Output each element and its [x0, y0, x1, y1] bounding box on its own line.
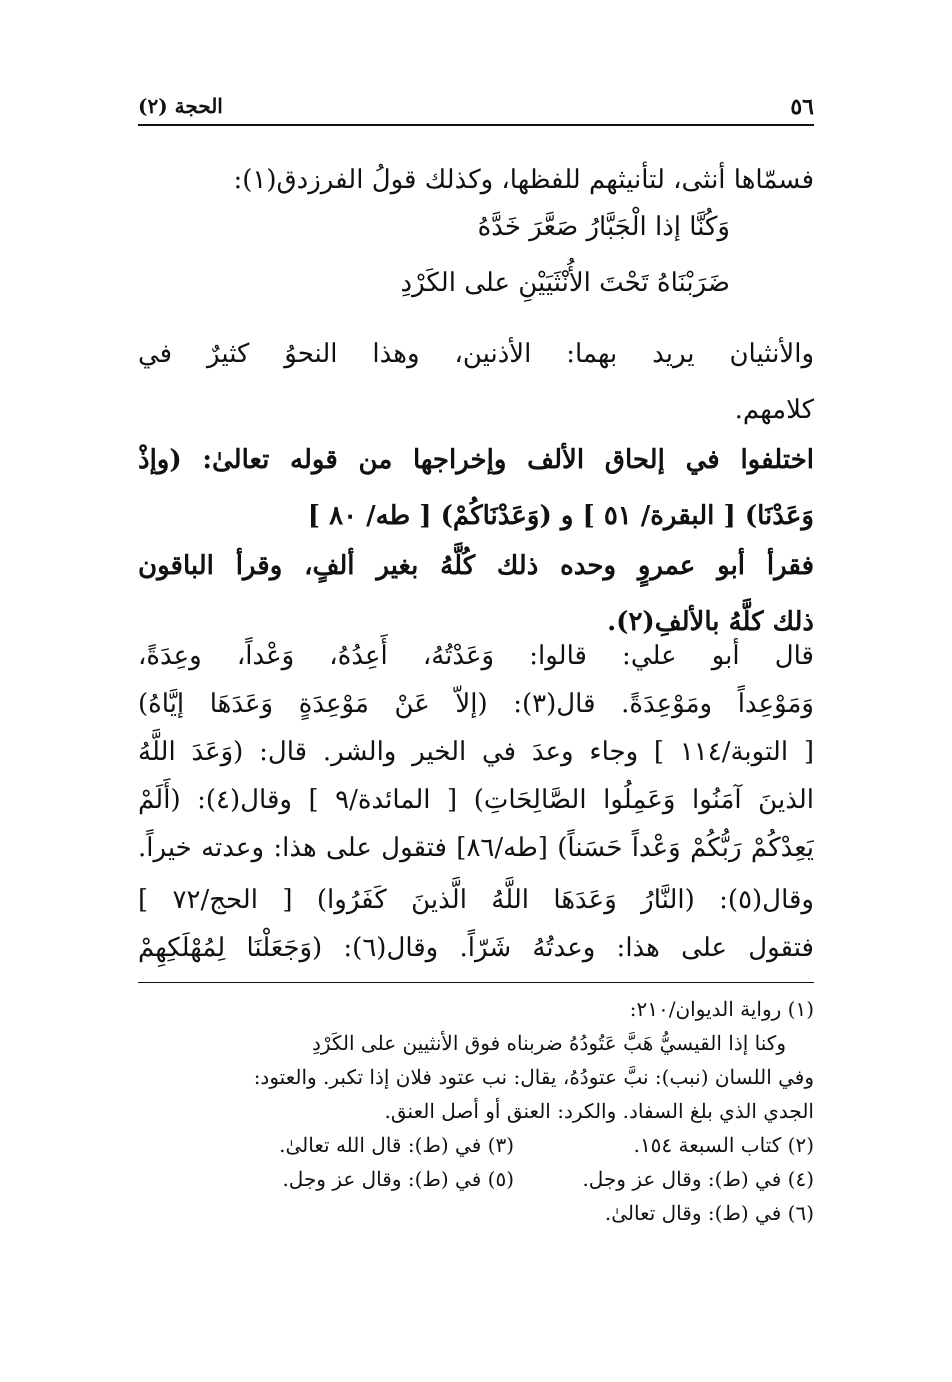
text-line: [ التوبة/١١٤ ] وجاء وعدَ في الخير والشر. قال: (وَعَدَ اللَّهُ	[138, 737, 814, 767]
text-line: وقال(٥): (النَّارُ وَعَدَهَا اللَّهُ الَّذينَ كَفَرُوا) [ الحج/٧٢ ]	[138, 885, 814, 915]
heading-line: وَعَدْنَا) [ البقرة/ ٥١ ] و (وَعَدْنَاكُمْ) [ طه/ ٨٠ ]	[307, 501, 814, 531]
paragraph-2	[138, 326, 814, 438]
footnote-1-verse: وكنا إذا القيسيُّ هَبَّ عَتُودُهُ ضربناه فوق الأنثيين على الكَرْدِ	[311, 1031, 786, 1055]
text-line: وَمَوْعِداً ومَوْعِدَةً. قال(٣): (إلاّ عَنْ مَوْعِدَةٍ وَعَدَهَا إيَّاهُ)	[138, 689, 814, 719]
text-line: فقرأ أبو عمروٍ وحده ذلك كُلَّهُ بغير ألفٍ، وقرأ الباقون	[138, 551, 814, 581]
text-line: الذينَ آمَنُوا وَعَمِلُوا الصَّالِحَاتِ) [ المائدة/٩ ] وقال(٤): (أَلَمْ	[138, 785, 814, 815]
text-line: فتقول على هذا: وعدتُهُ شَرّاً. وقال(٦): (وَجَعَلْنَا لِمُهْلَكِهِمْ	[138, 933, 814, 963]
footnote-row	[138, 1128, 814, 1162]
verse-first-hemistich: وَكُنَّا إذا الْجَبَّارُ صَعَّرَ خَدَّهُ	[477, 212, 730, 242]
paragraph-1	[138, 152, 814, 208]
footnotes	[138, 992, 814, 1230]
running-title: الحجة (٢)	[138, 94, 223, 118]
footnote-row	[138, 1162, 814, 1196]
footnote-6: (٦) في (ط): وقال تعالىٰ.	[604, 1201, 814, 1225]
footnote-1-text: وفي اللسان (نبب): نبَّ عتودُهُ، يقال: نب عتود فلان إذا تكبر. والعتود:	[253, 1065, 814, 1089]
footnote-2: (٢) كتاب السبعة ١٥٤.	[633, 1133, 814, 1157]
text-line: ذلك كلَّهُ بالألفِ(٢).	[607, 607, 814, 637]
footnote-1-title: (١) رواية الديوان/٢١٠:	[629, 997, 814, 1021]
footnote-4: (٤) في (ط): وقال عز وجل.	[582, 1167, 814, 1191]
text-line: قال أبو علي: قالوا: وَعَدْتُهُ، أَعِدُهُ، وَعْداً، وعِدَةً،	[138, 641, 814, 671]
heading-line: اختلفوا في إلحاق الألف وإخراجها من قوله تعالىٰ: (وإذْ	[138, 445, 814, 475]
text-line: والأنثيان يريد بهما: الأذنين، وهذا النحوُ كثيرٌ في	[138, 339, 814, 369]
text-line: يَعِدْكُمْ رَبُّكُمْ وَعْداً حَسَناً) [طه/٨٦] فتقول على هذا: وعدته خيراً.	[138, 833, 814, 863]
section-heading	[138, 432, 814, 544]
text-line: كلامهم.	[734, 395, 814, 425]
paragraph-6	[138, 876, 814, 972]
footnote-1-text: الجدي الذي بلغ السفاد. والكرد: العنق أو أصل العنق.	[384, 1099, 814, 1123]
footnote-3: (٣) في (ط): قال الله تعالىٰ.	[279, 1133, 514, 1157]
footnote-5: (٥) في (ط): وقال عز وجل.	[282, 1167, 514, 1191]
verse-second-hemistich: ضَرَبْنَاهُ تَحْتَ الأُنْثَيَيْنِ على الكَرْدِ	[400, 268, 730, 298]
page-number: ٥٦	[790, 94, 814, 120]
page-header	[138, 90, 814, 126]
paragraph-abu-ali	[138, 632, 814, 872]
text-line: فسمّاها أنثى، لتأنيثهم للفظها، وكذلك قولُ الفرزدق(١):	[233, 165, 814, 195]
footnote-separator	[138, 982, 814, 983]
